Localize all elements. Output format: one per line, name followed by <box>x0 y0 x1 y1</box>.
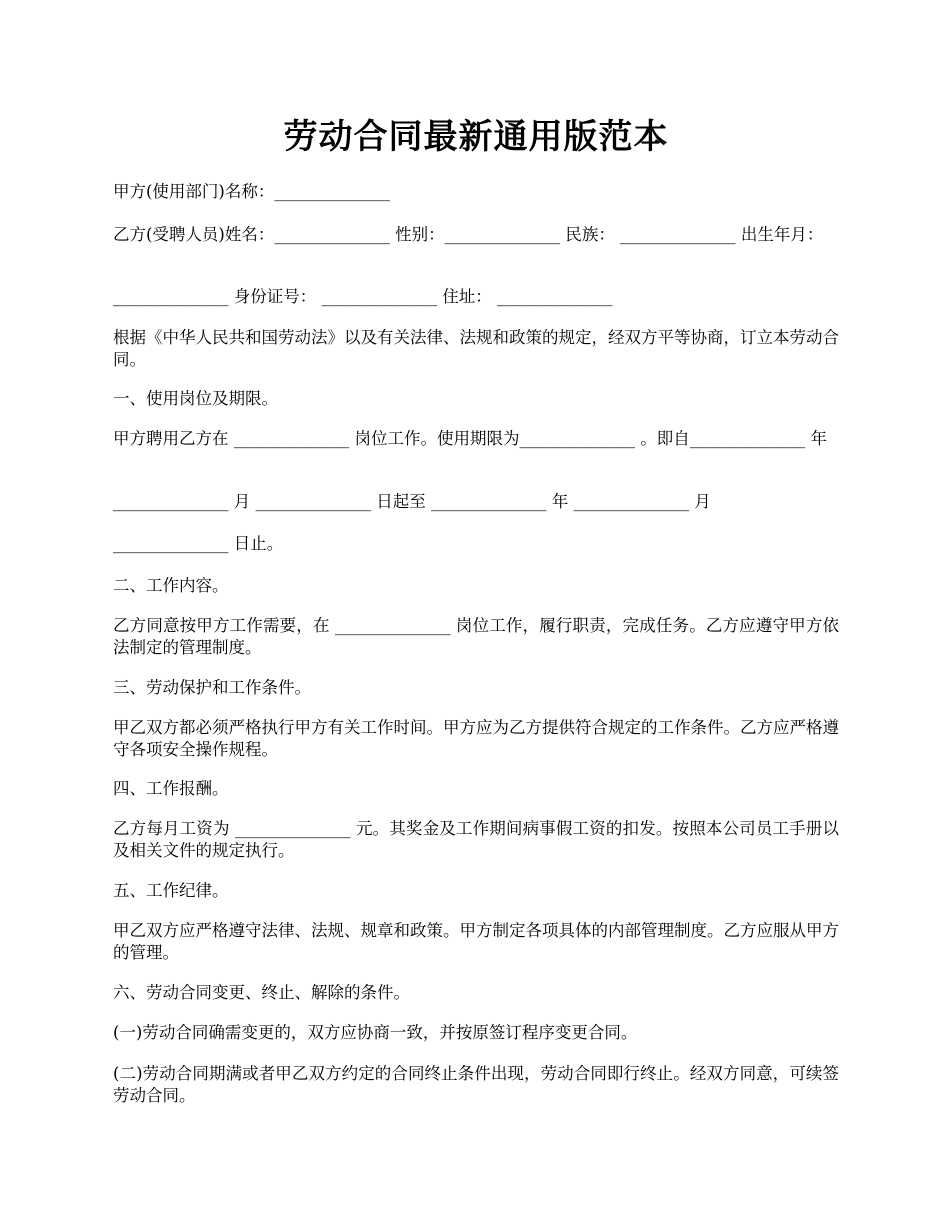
section-heading-4: 四、工作报酬。 <box>113 779 229 798</box>
section-heading-3: 三、劳动保护和工作条件。 <box>113 678 311 697</box>
discipline-paragraph: 甲乙双方应严格遵守法律、法规、规章和政策。甲方制定各项具体的内部管理制度。乙方应服从甲方的管理。 <box>113 921 839 962</box>
position-term-line-1: 甲方聘用乙方在 ______________ 岗位工作。使用期限为______________ 。即自______________ 年 <box>113 429 827 448</box>
remuneration-paragraph: 乙方每月工资为 ______________ 元。其奖金及工作期间病事假工资的扣发。按照本公司员工手册以及相关文件的规定执行。 <box>113 819 839 860</box>
document-title: 劳动合同最新通用版范本 <box>283 117 669 157</box>
contract-preamble: 根据《中华人民共和国劳动法》以及有关法律、法规和政策的规定，经双方平等协商，订立本劳动合同。 <box>113 328 839 369</box>
section-heading-1: 一、使用岗位及期限。 <box>113 389 278 408</box>
party-b-id-address-line: ______________ 身份证号： ______________ 住址： ______________ <box>113 287 613 306</box>
section-heading-2: 二、工作内容。 <box>113 576 229 595</box>
labor-protection-paragraph: 甲乙双方都必须严格执行甲方有关工作时间。甲方应为乙方提供符合规定的工作条件。乙方应严格遵守各项安全操作规程。 <box>113 718 839 759</box>
section-heading-5: 五、工作纪律。 <box>113 881 229 900</box>
position-term-line-3: ______________ 日止。 <box>113 534 284 553</box>
position-term-line-2: ______________ 月 ______________ 日起至 ______________ 年 ______________ 月 <box>113 492 711 511</box>
change-clause-2: (二)劳动合同期满或者甲乙双方约定的合同终止条件出现，劳动合同即行终止。经双方同意，可续签劳动合同。 <box>113 1064 839 1105</box>
party-a-name-line: 甲方(使用部门)名称：______________ <box>113 182 390 201</box>
change-clause-1: (一)劳动合同确需变更的，双方应协商一致，并按原签订程序变更合同。 <box>113 1023 638 1042</box>
party-b-info-line: 乙方(受聘人员)姓名：______________ 性别：______________ 民族： ______________ 出生年月： <box>113 225 824 244</box>
work-content-paragraph: 乙方同意按甲方工作需要，在 ______________ 岗位工作，履行职责，完成任务。乙方应遵守甲方依法制定的管理制度。 <box>113 616 839 657</box>
section-heading-6: 六、劳动合同变更、终止、解除的条件。 <box>113 983 410 1002</box>
